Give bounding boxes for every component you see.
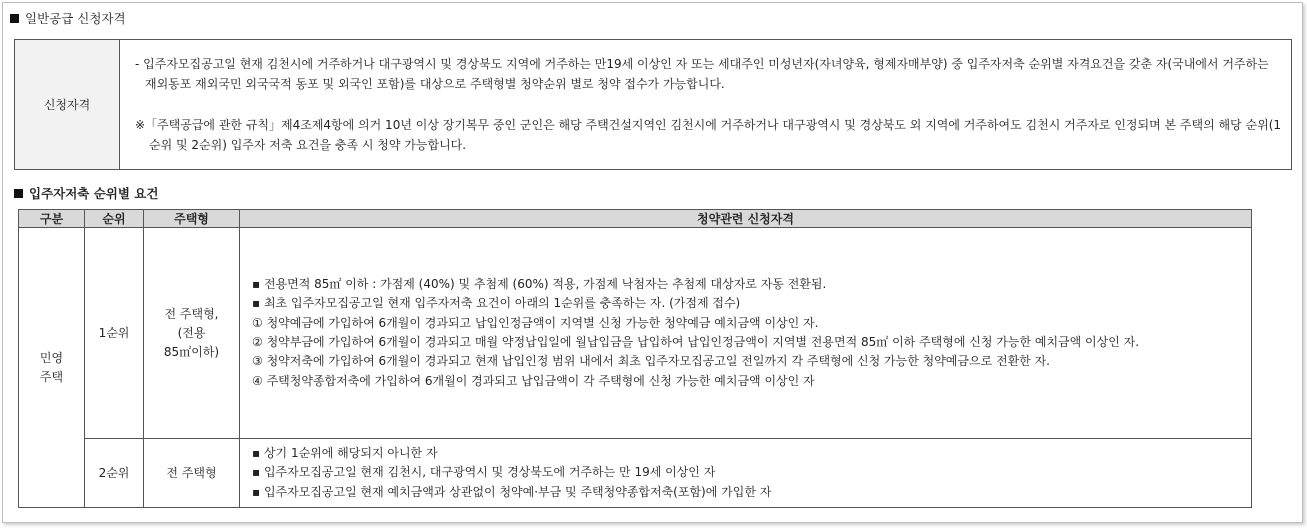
square-bullet-icon xyxy=(10,14,19,23)
list-item: ④ 주택청약종합저축에 가입하여 6개월이 경과되고 납입금액이 각 주택형에 신청 가능한 예치금액 이상인 자 xyxy=(252,373,815,388)
header-category: 구분 xyxy=(19,210,85,228)
header-housing-type: 주택형 xyxy=(144,210,240,228)
category-cell: 민영 주택 xyxy=(19,228,85,508)
housing-type-cell: 전 주택형 xyxy=(144,439,240,508)
list-item: ▪ 입주자모집공고일 현재 예치금액과 상관없이 청약예·부금 및 주택청약종합저축(포함)에 가입한 자 xyxy=(252,484,772,499)
list-item: ▪ 전용면적 85㎡ 이하 : 가점제 (40%) 및 추첨제 (60%) 적용, 가점제 낙첨자는 추첨제 대상자로 자동 전환됨. xyxy=(252,277,827,292)
table-row xyxy=(19,439,1252,508)
rank-cell: 2순위 xyxy=(85,439,144,508)
qualification-detail-cell xyxy=(240,228,1252,439)
section-heading-general xyxy=(10,9,126,27)
table-row xyxy=(19,228,1252,439)
list-item: ▪ 입주자모집공고일 현재 김천시, 대구광역시 및 경상북도에 거주하는 만 19세 이상인 자 xyxy=(252,465,716,480)
section-heading-text: 일반공급 신청자격 xyxy=(25,11,126,26)
list-item: ▪ 상기 1순위에 해당되지 아니한 자 xyxy=(252,446,438,461)
section-heading-requirements xyxy=(14,184,158,202)
list-item: ▪ 최초 입주자모집공고일 현재 입주자저축 요건이 아래의 1순위를 충족하는 자. (가점제 접수) xyxy=(252,296,741,311)
section-heading-text: 입주자저축 순위별 요건 xyxy=(29,186,159,201)
list-item: ① 청약예금에 가입하여 6개월이 경과되고 납입인정금액이 지역별 신청 가능한 청약예금 예치금액 이상인 자. xyxy=(252,315,819,330)
list-item: ② 청약부금에 가입하여 6개월이 경과되고 매월 약정납입일에 월납입금을 납입하여 납입인정금액이 지역별 전용면적 85㎡ 이하 주택형에 신청 가능한 예치금액 이상인 자. xyxy=(252,335,1140,349)
requirements-table xyxy=(18,209,1252,508)
rank-cell: 1순위 xyxy=(85,228,144,439)
qualification-detail-cell xyxy=(240,439,1252,508)
square-bullet-icon xyxy=(14,189,23,198)
qualification-paragraph-1: - 입주자모집공고일 현재 김천시에 거주하거나 대구광역시 및 경상북도 지역에 거주하는 만19세 이상인 자 또는 세대주인 미성년자(자녀양육, 형제자매부양) 중 입주자저축 순위별 자격요건을 갖춘 자(국내에서 거주하는 재외동포 재외국민 외국국적 동포 및 외국인 포함)를 대상으로 주택형별 청약순위 별로 청약 접수가 가능합니다. xyxy=(135,57,1269,91)
qualification-box xyxy=(14,39,1292,170)
header-qualification: 청약관련 신청자격 xyxy=(240,210,1252,228)
header-rank: 순위 xyxy=(85,210,144,228)
qualification-label: 신청자격 xyxy=(15,40,120,169)
list-item: ③ 청약저축에 가입하여 6개월이 경과되고 현재 납입인정 범위 내에서 최초 입주자모집공고일 전일까지 각 주택형에 신청 가능한 청약예금으로 전환한 자. xyxy=(252,354,1050,369)
table-header-row xyxy=(19,210,1252,228)
qualification-body xyxy=(120,40,1291,169)
qualification-paragraph-2: ※「주택공급에 관한 규칙」제4조제4항에 의거 10년 이상 장기복무 중인 군인은 해당 주택건설지역인 김천시에 거주하거나 대구광역시 및 경상북도 외 지역에 거주하여도 김천시 거주자로 인정되며 본 주택의 해당 순위(1순위 및 2순위) 입주자 저축 요건을 충족 시 청약 가능합니다. xyxy=(135,118,1282,152)
housing-type-cell: 전 주택형, (전용 85㎡이하) xyxy=(144,228,240,439)
